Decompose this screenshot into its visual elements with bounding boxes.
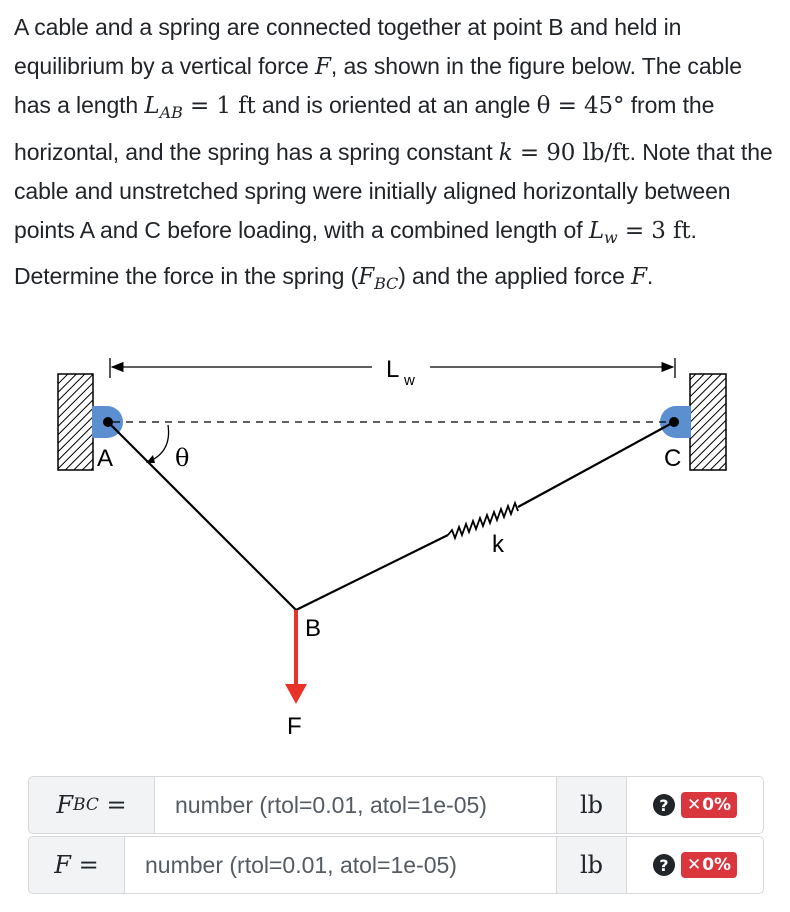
f-status [626, 836, 764, 894]
cable-length-value: = 1 ft [182, 93, 256, 119]
answer-label-fbc [28, 776, 154, 834]
help-icon[interactable]: ? [653, 854, 675, 876]
score-badge [681, 792, 737, 818]
label-c: C [664, 445, 682, 472]
score-value: 0% [702, 855, 732, 875]
problem-text-5: . Note that the cable and unstretched spring were initially aligned horizontally between points A and C before loading, with a combined length of [14, 138, 773, 243]
label-b: B [305, 615, 322, 642]
spring-force-subscript: BC [374, 274, 399, 293]
link-b-spring [296, 535, 448, 610]
problem-text-3: and is oriented at an angle [255, 92, 537, 118]
fbc-input[interactable]: number (rtol=0.01, atol=1e-05) [154, 776, 556, 834]
link-spring-c [518, 422, 674, 507]
dim-label-L: L [386, 356, 400, 383]
problem-text-7: ) and the applied force [398, 263, 632, 289]
angle-expr: θ = 45° [536, 93, 625, 119]
cable-ab [108, 422, 296, 610]
combined-length-value: = 3 ft [617, 217, 691, 244]
answer-label-f [28, 836, 124, 894]
spring-coil [448, 503, 518, 538]
answer-label-symbol: F [54, 851, 71, 879]
force-symbol: F [315, 53, 331, 80]
angle-arc [148, 425, 169, 462]
label-f: F [287, 713, 302, 740]
label-k: k [492, 531, 504, 558]
angle-arrowhead [146, 455, 155, 463]
problem-text-8: . [646, 263, 654, 289]
spring-constant-symbol: k [498, 139, 513, 166]
spring-constant-value: = 90 lb/ft [512, 139, 630, 166]
help-icon[interactable]: ? [653, 794, 675, 816]
x-icon: ✕ [686, 795, 702, 815]
fbc-status [626, 776, 764, 834]
f-input[interactable]: number (rtol=0.01, atol=1e-05) [124, 836, 556, 894]
score-badge [681, 852, 737, 878]
score-value: 0% [702, 795, 732, 815]
answer-row-f [28, 836, 764, 894]
combined-length-subscript: w [604, 227, 618, 247]
label-a: A [97, 445, 114, 472]
f-unit: lb [556, 836, 626, 894]
problem-text-6: . Determine the force in the spring ( [14, 216, 697, 289]
dim-label-w: w [404, 372, 415, 389]
force-arrow-head [285, 684, 307, 704]
answer-row-fbc [28, 776, 764, 834]
label-theta: θ [175, 444, 190, 472]
right-wall [690, 374, 726, 470]
answer-label-equals: = [98, 791, 127, 819]
fbc-unit: lb [556, 776, 626, 834]
left-wall [58, 374, 93, 470]
answer-label-subscript: BC [73, 795, 99, 815]
answer-label-symbol: F [56, 791, 74, 819]
spring-force-symbol: F [358, 264, 375, 290]
answer-label-equals: = [70, 851, 99, 879]
x-icon: ✕ [686, 855, 702, 875]
problem-text-4: from the horizontal, and the spring has a spring constant [14, 92, 715, 165]
cable-length-subscript: AB [159, 103, 183, 122]
combined-length-symbol: L [588, 217, 604, 244]
applied-force-symbol: F [631, 264, 647, 290]
cable-length-symbol: L [144, 93, 160, 119]
problem-text-1: A cable and a spring are connected together at point B and held in equilibrium by a vertical force [14, 14, 682, 79]
problem-text-2: , as shown in the figure below. The cable has a length [14, 52, 742, 118]
